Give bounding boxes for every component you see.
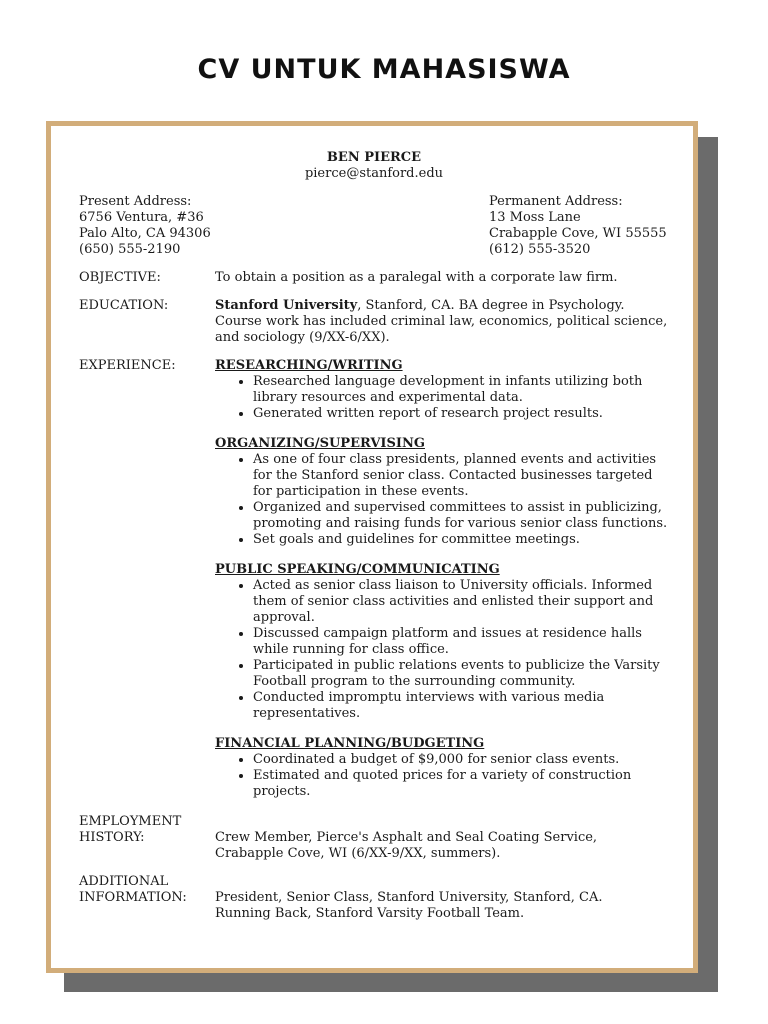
education-row: [79, 298, 669, 346]
resume-content: [79, 150, 669, 934]
objective-label: OBJECTIVE:: [79, 270, 161, 285]
present-address-city: Palo Alto, CA 94306: [79, 226, 211, 241]
education-body: [215, 298, 669, 346]
present-address-label: Present Address:: [79, 194, 192, 209]
experience-bullet-list: [215, 752, 669, 800]
experience-bullet: • As one of four class presidents, planned events and activities for the Stanford senior class. Contacted businesses targeted for participation in these events.: [253, 452, 669, 500]
page-title: CV UNTUK MAHASISWA: [197, 54, 571, 85]
experience-section-title: ORGANIZING/SUPERVISING: [215, 436, 425, 451]
experience-bullet: • Generated written report of research project results.: [253, 406, 669, 422]
education-label: EDUCATION:: [79, 298, 169, 313]
permanent-address-city: Crabapple Cove, WI 55555: [489, 226, 667, 241]
education-text-1: , Stanford, CA. BA degree in Psychology.: [357, 298, 625, 313]
experience-bullet: • Discussed campaign platform and issues at residence halls while running for class office.: [253, 626, 669, 658]
employment-text: Crew Member, Pierce's Asphalt and Seal Coating Service, Crabapple Cove, WI (6/XX-9/XX, summers).: [215, 830, 598, 861]
employment-label-line-1: EMPLOYMENT: [79, 814, 182, 829]
experience-body: [215, 358, 669, 814]
experience-bullet-list: [215, 578, 669, 722]
additional-label-line-1: ADDITIONAL: [79, 874, 169, 889]
employment-label-line-2: HISTORY:: [79, 830, 145, 845]
employment-row: [79, 814, 669, 862]
experience-bullet: • Organized and supervised committees to assist in publicizing, promoting and raising funds for various senior class functions.: [253, 500, 669, 532]
experience-bullet-list: [215, 374, 669, 422]
education-school: Stanford University: [215, 298, 358, 313]
experience-section-title: FINANCIAL PLANNING/BUDGETING: [215, 736, 485, 751]
address-block: [79, 194, 669, 258]
present-address: [79, 194, 279, 258]
resume-card: [46, 121, 698, 973]
experience-section-title: PUBLIC SPEAKING/COMMUNICATING: [215, 562, 500, 577]
additional-label: [79, 874, 215, 922]
permanent-address-label: Permanent Address:: [489, 194, 623, 209]
permanent-address-phone: (612) 555-3520: [489, 242, 591, 257]
present-address-street: 6756 Ventura, #36: [79, 210, 204, 225]
experience-bullet: • Acted as senior class liaison to University officials. Informed them of senior class activities and enlisted their support and approval.: [253, 578, 669, 626]
additional-line-1: President, Senior Class, Stanford University, Stanford, CA.: [215, 890, 603, 905]
experience-bullet-list: [215, 452, 669, 548]
education-text-2: Course work has included criminal law, economics, political science, and sociology (9/XX-6/XX).: [215, 314, 668, 345]
experience-bullet: • Coordinated a budget of $9,000 for senior class events.: [253, 752, 669, 768]
objective-text: To obtain a position as a paralegal with a corporate law firm.: [215, 270, 618, 285]
experience-bullet: • Set goals and guidelines for committee meetings.: [253, 532, 669, 548]
experience-bullet: • Estimated and quoted prices for a variety of construction projects.: [253, 768, 669, 800]
experience-bullet: • Researched language development in infants utilizing both library resources and experimental data.: [253, 374, 669, 406]
objective-row: [79, 270, 669, 286]
experience-label: EXPERIENCE:: [79, 358, 176, 373]
resume-email: pierce@stanford.edu: [304, 166, 444, 181]
additional-body: [215, 874, 669, 922]
experience-section-title: RESEARCHING/WRITING: [215, 358, 403, 373]
additional-row: [79, 874, 669, 922]
experience-bullet: • Participated in public relations events to publicize the Varsity Football program to the surrounding community.: [253, 658, 669, 690]
permanent-address: [489, 194, 669, 258]
experience-row: [79, 358, 669, 814]
experience-bullet: • Conducted impromptu interviews with various media representatives.: [253, 690, 669, 722]
employment-label: [79, 814, 215, 862]
resume-name: BEN PIERCE: [326, 150, 422, 165]
additional-label-line-2: INFORMATION:: [79, 890, 187, 905]
additional-line-2: Running Back, Stanford Varsity Football Team.: [215, 906, 525, 921]
permanent-address-street: 13 Moss Lane: [489, 210, 581, 225]
present-address-phone: (650) 555-2190: [79, 242, 181, 257]
